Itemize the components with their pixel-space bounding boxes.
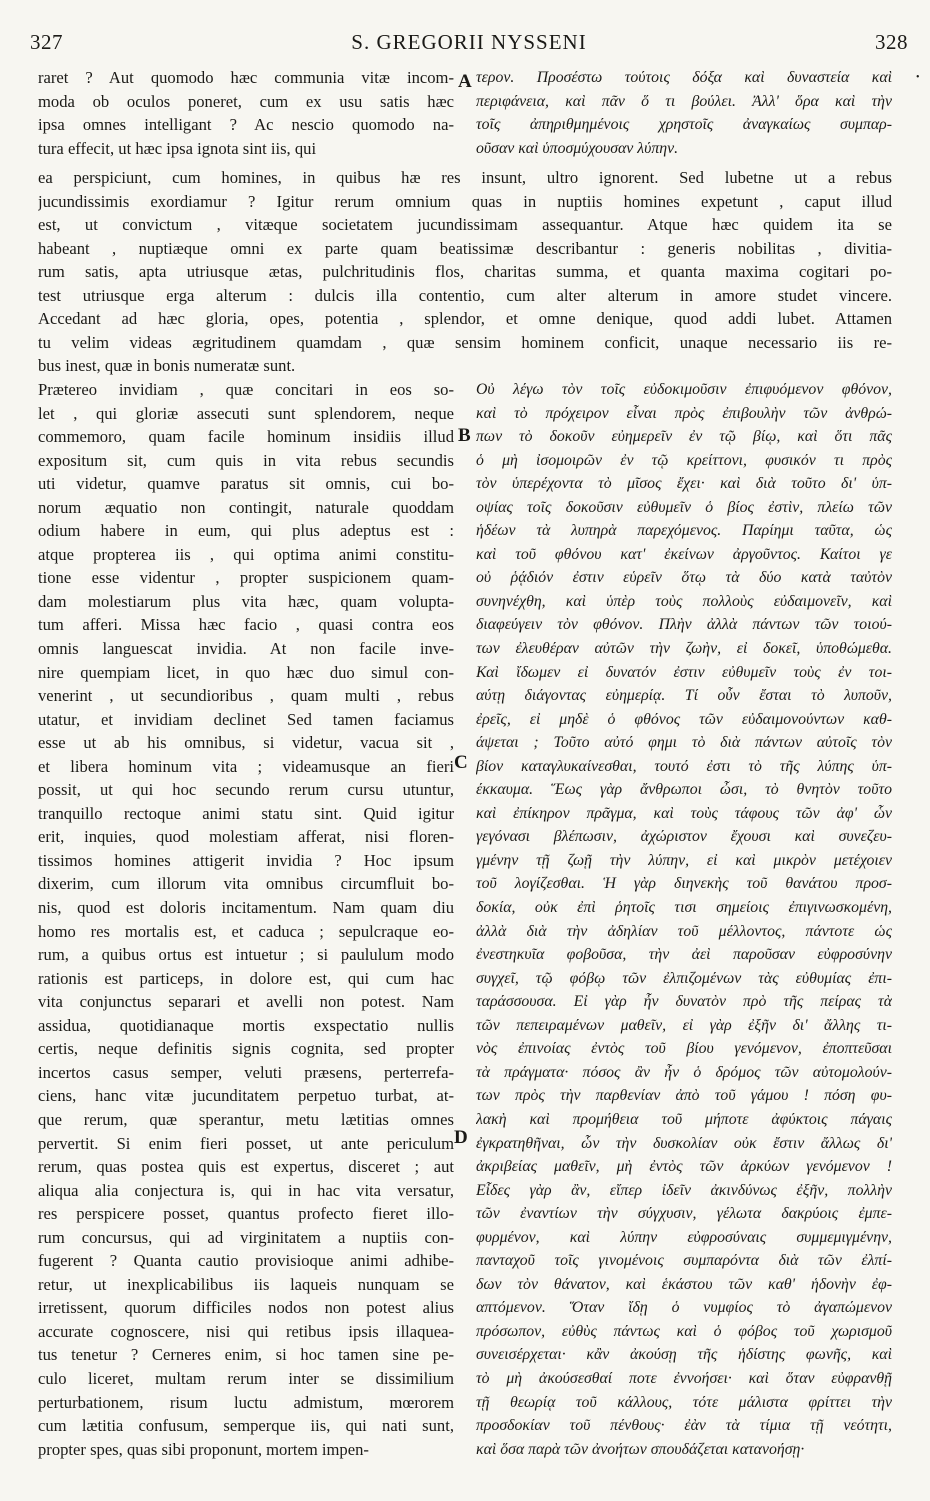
margin-dot: • xyxy=(916,72,920,83)
text-line: expositum sit, cum quis in vita rebus secundis xyxy=(38,450,454,470)
text-line: ciens, hanc vitæ jucunditatem perpetuo turbat, at- xyxy=(38,1086,454,1106)
latin-full-width-paragraph xyxy=(38,166,892,378)
text-line: τερον. Προσέστω τούτοις δόξα καὶ δυναστεία καὶ xyxy=(476,69,892,86)
text-line: propter spes, quas sibi proponunt, mortem impen- xyxy=(38,1439,369,1459)
text-line: possit, ut qui hoc secundo rerum cursu utuntur, xyxy=(38,780,454,800)
text-line: τῶν πεπειραμένων μαθεῖν, εἰ γὰρ ἐξῆν δι' ἄλλης τι- xyxy=(476,1016,892,1034)
text-line: omnis languescat invidia. At non facile inve- xyxy=(38,639,454,659)
text-line: vita conjunctus separari et avelli non potest. Nam xyxy=(38,992,454,1012)
text-line: οψίας τοῖς δοκοῦσιν εὐθυμεῖν ὁ βίος ἐστὶν, πλείω τῶν xyxy=(476,498,892,516)
text-line: οῦσαν καὶ ὑποσμύχουσαν λύπην. xyxy=(476,139,679,157)
text-line: res perspicere posset, quantus profecto fieret illo- xyxy=(38,1204,454,1224)
text-line: irretissent, quorum difficiles nodos non potest alius xyxy=(38,1298,454,1318)
margin-letter-b: B xyxy=(458,425,471,446)
text-line: ipsa omnes intelligant ? Ac nescio quomodo na- xyxy=(38,115,454,135)
text-line: λακὴ καὶ προμήθεια τοῦ μήποτε ἀφύκτοις πάγαις xyxy=(476,1110,892,1128)
text-line: rationis est particeps, in dolore est, qui cum hac xyxy=(38,968,454,988)
text-line: των ἐλευθέραν αὐτῶν τὴν ζωὴν, εἰ δοκεῖ, ὑποθώμεθα. xyxy=(476,640,892,658)
text-line: tu velim videas ægritudinem quamdam , quæ sensim hominem conficit, unaque necessario iis re- xyxy=(38,332,892,352)
text-line: tus tenetur ? Cerneres enim, si hoc tamen sine pe- xyxy=(38,1345,454,1365)
text-line: οὐ ῥᾴδιόν ἐστιν εὑρεῖν ὅτῳ τὰ δύο κατὰ ταὐτὸν xyxy=(476,569,892,587)
text-line: τὰ πράγματα· πόσος ἂν ἦν ὁ δρόμος τῶν αὐτομολούν- xyxy=(476,1063,892,1081)
text-line: τοῦ λογίζεσθαι. Ἡ γὰρ διηνεκὴς τοῦ θανάτου προσ- xyxy=(476,875,892,893)
text-line: dam molestiarum plus vita hæc, quam volupta- xyxy=(38,591,454,611)
text-line: πρόσωπον, εὐθὺς πάντως καὶ ὁ φόβος τοῦ χωρισμοῦ xyxy=(476,1322,892,1340)
text-line: rum, a quibus ortus est intuetur ; si paululum modo xyxy=(38,945,454,965)
text-line: assidua, quotidianaque mortis exspectatio nullis xyxy=(38,1015,454,1035)
text-line: culo liceret, multam rerum inter se dissimilium xyxy=(38,1368,454,1388)
text-line: Εἶδες γὰρ ἂν, εἴπερ ἰδεῖν ἀκινδύνως ἐξῆν, πολλὴν xyxy=(476,1181,892,1199)
text-line: raret ? Aut quomodo hæc communia vitæ incom- xyxy=(38,68,454,87)
text-line: συγχεῖ, τῷ φόβῳ τῶν ἐλπιζομένων τὰς εὐθυμίας ἐπι- xyxy=(476,969,892,987)
text-line: νὸς ἐπινοίας ἐντὸς τοῦ βίου γενόμενον, ἐποπτεῦσαι xyxy=(476,1040,892,1058)
text-line: άψεται ; Τοῦτο αὐτό φημι τὸ διὰ πάντων αὐτοῖς τὸν xyxy=(476,734,892,752)
text-line: τὸν ὑπερέχοντα τὸ μῖσος ἔχει· καὶ διὰ τοῦτο δι' ὑπ- xyxy=(476,475,892,493)
text-line: Οὐ λέγω τὸν τοῖς εὐδοκιμοῦσιν ἐπιφυόμενον φθόνον, xyxy=(476,381,892,398)
text-line: βίον καταγλυκαίνεσθαι, τουτό ἐστι τὸ τῆς λύπης ὑπ- xyxy=(476,757,892,775)
text-line: περιφάνεια, καὶ πᾶν ὅ τι βούλει. Ἀλλ' ὅρα καὶ τὴν xyxy=(476,92,892,110)
text-line: esse ut ab his omnibus, si videtur, vacua sit , xyxy=(38,733,454,753)
text-line: que rerum, quæ sperantur, metu lætitias omnes xyxy=(38,1109,454,1129)
page-number-right: 328 xyxy=(875,30,908,54)
text-line: ἐγκρατηθῆναι, ὧν τὴν δυσκολίαν οὐκ ἔστιν ἄλλως δι' xyxy=(476,1134,892,1152)
greek-main-column xyxy=(476,378,892,1461)
text-line: δων τὸν θάνατον, καὶ ἑκάστου τῶν καθ' ἡδονὴν ἐφ- xyxy=(476,1275,892,1293)
text-line: Accedant ad hæc gloria, opes, potentia , splendor, et omne denique, quod addi lubet. Attamen xyxy=(38,309,892,329)
text-line: est, ut convictum , vitæque societatem jucundissimam assequantur. Atque hæc quidem ita se xyxy=(38,215,892,235)
text-line: utatur, et invidiam declinet Sed tamen faciamus xyxy=(38,709,454,729)
text-line: αύτῃ διάγοντας εὐημερίᾳ. Τί οὖν ἔσται τὸ λυποῦν, xyxy=(476,687,892,705)
text-line: commemoro, quam facile hominum insidiis illud xyxy=(38,427,454,447)
text-line: norum æquatio non contingit, naturale quoddam xyxy=(38,497,454,517)
text-line: έκκαυμα. Ἕως γὰρ ἄνθρωποι ὦσι, τὸ θνητὸν τοῦτο xyxy=(476,781,892,799)
text-line: ἀλλὰ διὰ τὴν ἀδηλίαν τοῦ μέλλοντος, πάντοτε ὡς xyxy=(476,922,892,940)
text-line: homo res mortalis est, et caduca ; sepulcraque eo- xyxy=(38,921,454,941)
text-line: odium habere in eum, qui plus adeptus est : xyxy=(38,521,454,541)
margin-letter-a: A xyxy=(458,71,472,92)
text-line: καὶ ἐπίκηρον πρᾶγμα, καὶ τοὺς τάφους τῶν ἀφ' ὧν xyxy=(476,804,892,822)
text-line: test utriusque erga alterum : dulcis illa contentio, cum alter alterum in amore studet vincere. xyxy=(38,285,892,305)
latin-top-column xyxy=(38,66,454,160)
text-line: tranquillo rectoque animi statu sint. Quid igitur xyxy=(38,803,454,823)
text-line: perturbationem, risum luctu admistum, mœrorem xyxy=(38,1392,454,1412)
text-line: bus inest, quæ in bonis numeratæ sunt. xyxy=(38,356,296,376)
text-line: pervertit. Si enim fieri posset, ut ante periculum xyxy=(38,1133,454,1153)
text-line: tum afferi. Missa hæc facio , quasi contra eos xyxy=(38,615,454,635)
text-line: ταράσσουσα. Εἰ γὰρ ἦν δυνατὸν πρὸ τῆς πείρας τὰ xyxy=(476,993,892,1011)
margin-letter-d: D xyxy=(454,1127,468,1148)
text-line: uti videtur, quamve paratus sit omnis, cui bo- xyxy=(38,474,454,494)
text-line: nis, quod est doloris incitamentum. Nam quam diu xyxy=(38,898,454,918)
text-line: διαφεύγειν τὸν φθόνον. Πλὴν ἀλλὰ πάντων τῶν τοιού- xyxy=(476,616,892,634)
text-line: πων τὸ δοκοῦν εὐημερεῖν ἐν τῷ βίῳ, καὶ ὅτι πᾶς xyxy=(476,428,892,446)
text-line: jucundissimis exordiamur ? Igitur rerum omnium quas in nuptiis homines expetunt , caput illud xyxy=(38,191,892,211)
text-line: tura effecit, ut hæc ipsa ignota sint iis, qui xyxy=(38,138,317,158)
text-line: atque propterea iis , qui optima animi constitu- xyxy=(38,544,454,564)
text-line: ἐνεστηκυῖα φοβοῦσα, τὴν ἀεὶ παροῦσαν εὐφροσύνην xyxy=(476,946,892,964)
text-line: καὶ ὅσα παρὰ τῶν ἀνοήτων σπουδάζεται κατανοήσῃ· xyxy=(476,1440,805,1458)
text-line: certis, neque definitis signis cognita, sed propter xyxy=(38,1039,454,1059)
text-line: γεγόνασι βλέπωσιν, ἀχώριστον ἔχουσι καὶ συνεζευ- xyxy=(476,828,892,846)
text-line: incertos casus semper, veluti præsens, perterrefa- xyxy=(38,1062,454,1082)
text-line: συνεισέρχεται· κἂν ἀκούσῃ τῆς ἡδίστης φωνῆς, καὶ xyxy=(476,1346,892,1364)
text-line: erit, inquies, quod molestiam afferat, nisi floren- xyxy=(38,827,454,847)
text-line: tione esse videntur , propter suspicionem quam- xyxy=(38,568,454,588)
greek-top-column xyxy=(476,66,892,160)
text-line: rum satis, apta utriusque ætas, pulchritudinis flos, charitas summa, et quanta maxima cogitari po- xyxy=(38,262,892,282)
text-line: et libera hominum vita ; videamusque an fieri xyxy=(38,756,454,776)
text-line: retur, ut inexplicabilibus iis laqueis nunquam se xyxy=(38,1274,454,1294)
text-line: rum concursus, qui ad virginitatem a nuptiis con- xyxy=(38,1227,454,1247)
text-line: απτόμενον. Ὅταν ἴδῃ ὁ νυμφίος τὸ ἀγαπώμενον xyxy=(476,1299,892,1317)
text-line: τὸ μὴ ἀκούσεσθαί ποτε ἐννοήσει· καὶ ὅταν εὐφρανθῇ xyxy=(476,1369,892,1387)
text-line: habeant , nuptiæque omni ex parte quam beatissimæ describantur : generis nobilitas , divitia- xyxy=(38,238,892,258)
latin-main-column xyxy=(38,378,454,1461)
text-line: καὶ τὸ πρόχειρον εἶναι πρὸς ἐπιβουλὴν τῶν ἀνθρώ- xyxy=(476,404,892,422)
text-line: fugerent ? Quanta cautio provisioque animi adhibe- xyxy=(38,1251,454,1271)
running-title: S. GREGORII NYSSENI xyxy=(351,30,587,54)
text-line: των πρὸς τὴν παρθενίαν ἀπὸ τοῦ γάμου ! πόση φυ- xyxy=(476,1087,892,1105)
text-line: cum lætitia confusum, semperque iis, qui nati sunt, xyxy=(38,1416,454,1436)
text-line: πανταχοῦ τοῖς γινομένοις συμπαρόντα διὰ τῶν ἐλπί- xyxy=(476,1252,892,1270)
text-line: rerum, quas postea quis est expertus, disceret ; aut xyxy=(38,1157,454,1177)
text-line: δοκία, οὐκ ἐπὶ ῥητοῖς τισι σημείοις ἐπιγινωσκομένη, xyxy=(476,899,892,917)
text-line: προσδοκίαν τοῦ πένθους· ἐὰν τὰ τίμια τῇ νεότητι, xyxy=(476,1417,892,1435)
text-line: accurate cognoscere, nisi qui retibus ipsis illaquea- xyxy=(38,1321,454,1341)
text-line: aliqua alia conjectura is, qui in hac vita versatur, xyxy=(38,1180,454,1200)
text-line: venerint , ut secundioribus , quam multi , rebus xyxy=(38,686,454,706)
margin-letter-c: C xyxy=(454,752,468,773)
text-line: τῇ θεωρίᾳ τοῦ κάλλους, τότε μάλιστα φρίττει τὴν xyxy=(476,1393,892,1411)
text-line: Καὶ ἴδωμεν εἰ δυνατόν ἐστιν εὐθυμεῖν τοὺς ἐν τοι- xyxy=(476,663,892,681)
text-line: ὁ μὴ ἰσομοιρῶν ἐν τῷ κρείττονι, φυσικόν τι πρὸς xyxy=(476,451,892,469)
text-line: καὶ τοῦ φθόνου κατ' ἐκείνων ἀργοῦντος. Καίτοι γε xyxy=(476,545,892,563)
text-line: ea perspiciunt, cum homines, in quibus hæ res insunt, ultro ignorent. Sed lubetne ut a rebus xyxy=(38,168,892,187)
text-line: moda ob oculos poneret, cum ex usu satis hæc xyxy=(38,91,454,111)
text-line: nire quempiam licet, in quo hæc duo simul con- xyxy=(38,662,454,682)
text-line: ἡδέων τὰ λυπηρὰ παρεχόμενος. Παρίημι ταῦτα, ὡς xyxy=(476,522,892,540)
text-line: dixerim, cum illorum vita omnibus circumfluit bo- xyxy=(38,874,454,894)
page-number-left: 327 xyxy=(30,30,63,54)
text-line: τοῖς ἀπηριθμημένοις χρηστοῖς ἀναγκαίως συμπαρ- xyxy=(476,116,892,134)
text-line: συνηνέχθη, καὶ ὑπὲρ τοὺς πολλοὺς εὐδαιμονεῖν, καὶ xyxy=(476,592,892,610)
text-line: τῶν ἐναντίων τὴν σύγχυσιν, γέλωτα δακρύοις ἐμπε- xyxy=(476,1205,892,1223)
text-line: tissimos homines attigerit invidia ? Hoc ipsum xyxy=(38,850,454,870)
text-line: ἀκριβείας μαθεῖν, μὴ ἐντὸς τῶν ἀρκύων γενόμενον ! xyxy=(476,1158,892,1176)
page-header xyxy=(30,30,908,56)
text-line: Prætereo invidiam , quæ concitari in eos so- xyxy=(38,380,454,399)
text-line: γμένην τῇ ζωῇ τὴν λύπην, εἰ καὶ μικρὸν μετέχοιεν xyxy=(476,851,892,869)
text-line: let , qui gloriæ assecuti sunt splendorem, neque xyxy=(38,403,454,423)
text-line: φυρμένον, καὶ λύπην εὐφροσύναις συμμεμιγμένην, xyxy=(476,1228,892,1246)
text-line: ἐρεῖς, εἰ μηδὲ ὁ φθόνος τῶν εὐδαιμονούντων καθ- xyxy=(476,710,892,728)
